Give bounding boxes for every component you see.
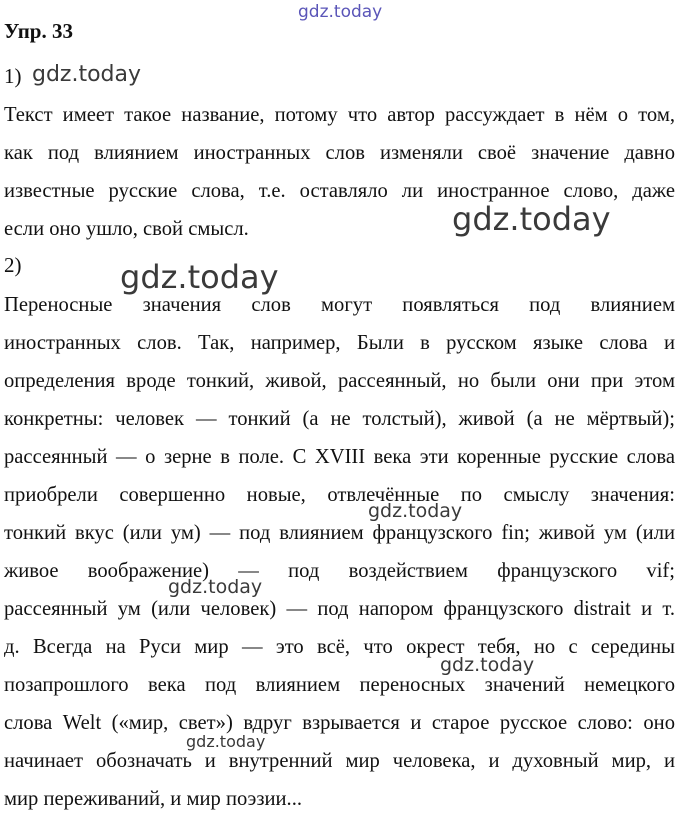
exercise-title: Упр. 33: [4, 19, 73, 43]
answer-2-number: 2): [4, 253, 22, 277]
answer-1-number: 1): [4, 64, 22, 88]
answer-2-line: определения вроде тонкий, живой, рассеянный, но были они при этом: [4, 370, 675, 392]
watermark-6: gdz.today: [440, 654, 535, 676]
answer-2-line: живое воображение) — под воздействием французского vif;: [4, 560, 675, 582]
answer-2-line: рассеянный ум (или человек) — под напором французского distrait и т.: [4, 598, 675, 620]
answer-1-line: как под влиянием иностранных слов изменяли своё значение давно: [4, 142, 675, 164]
answer-2-line: приобрели совершенно новые, отвлечённые по смыслу значения:: [4, 484, 675, 506]
answer-1-line: если оно ушло, свой смысл.: [4, 218, 249, 240]
answer-2-line: мир переживаний, и мир поэзии...: [4, 788, 302, 810]
answer-2-line: д. Всегда на Руси мир — это всё, что окрест тебя, но с середины: [4, 636, 675, 658]
watermark-top: gdz.today: [298, 2, 383, 22]
answer-1-line: Текст имеет такое название, потому что автор рассуждает в нём о том,: [4, 104, 675, 126]
watermark-5: gdz.today: [168, 576, 263, 598]
answer-2-line: тонкий вкус (или ум) — под влиянием французского fin; живой ум (или: [4, 522, 675, 544]
watermark-1: gdz.today: [32, 62, 142, 87]
answer-2-line: конкретны: человек — тонкий (а не толстый), живой (а не мёртвый);: [4, 408, 675, 430]
watermark-2: gdz.today: [452, 200, 611, 238]
watermark-7: gdz.today: [186, 732, 266, 751]
answer-2-line: иностранных слов. Так, например, Были в русском языке слова и: [4, 332, 675, 354]
answer-2-line: слова Welt («мир, свет») вдруг взрывается и старое русское слово: оно: [4, 712, 675, 734]
answer-2-line: Переносные значения слов могут появляться под влиянием: [4, 294, 675, 316]
watermark-3: gdz.today: [120, 258, 279, 296]
answer-1-line: известные русские слова, т.е. оставляло ли иностранное слово, даже: [4, 180, 675, 202]
answer-2-line: позапрошлого века под влиянием переносных значений немецкого: [4, 674, 675, 696]
answer-2-line: рассеянный — о зерне в поле. С XVIII века эти коренные русские слова: [4, 446, 675, 468]
answer-2-line: начинает обозначать и внутренний мир человека, и духовный мир, и: [4, 750, 675, 772]
answer-2-paragraph: [4, 286, 675, 818]
watermark-4: gdz.today: [368, 500, 463, 522]
